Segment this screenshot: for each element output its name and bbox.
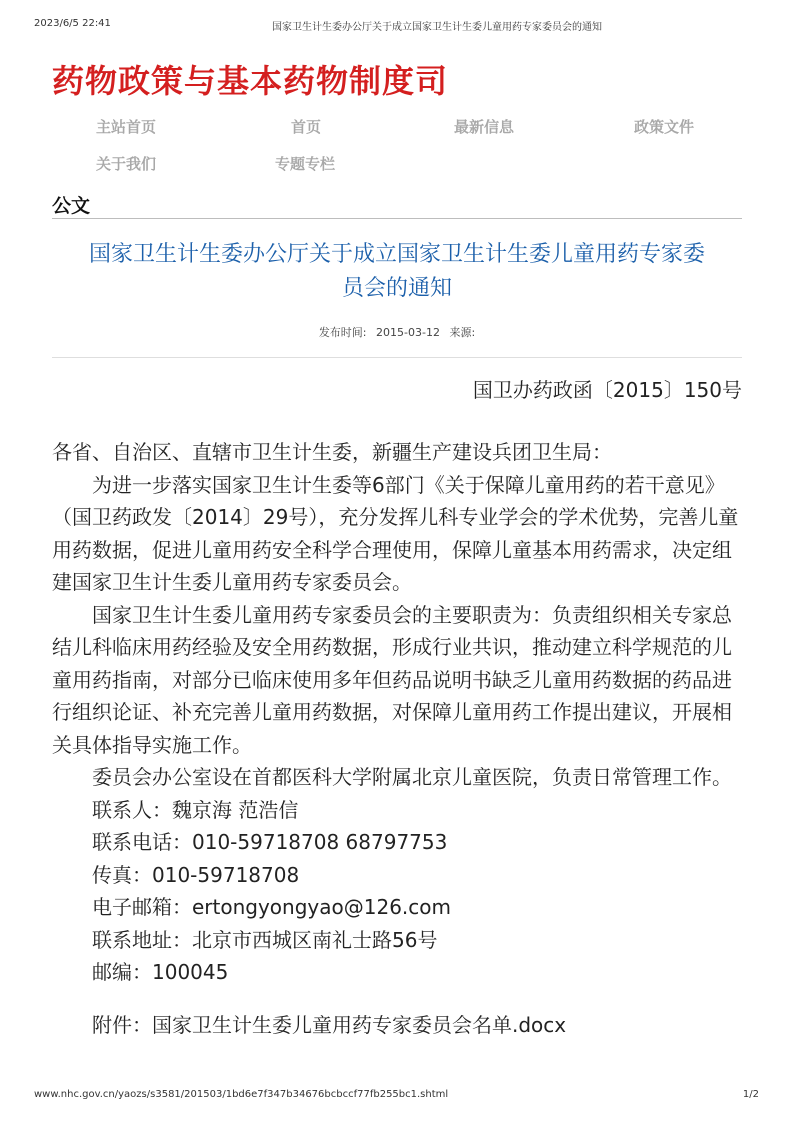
- section-label: 公文: [52, 195, 91, 217]
- print-footer: [34, 1089, 759, 1103]
- body-paragraph: 为进一步落实国家卫生计生委等6部门《关于保障儿童用药的若干意见》（国卫药政发〔2014〕29号），充分发挥儿科专业学会的学术优势，完善儿童用药数据，促进儿童用药安全科学合理使用，保障儿童基本用药需求，决定组建国家卫生计生委儿童用药专家委员会。: [52, 472, 739, 594]
- publish-label: 发布时间:: [318, 326, 367, 339]
- contact-phone: 联系电话：010-59718708 68797753: [92, 830, 448, 854]
- nav-item-home[interactable]: 首页: [291, 118, 322, 136]
- contact-postcode: 邮编：100045: [92, 960, 229, 984]
- article-title: [52, 238, 742, 306]
- document-number: 国卫办药政函〔2015〕150号: [472, 378, 742, 402]
- nav-item-main-home[interactable]: 主站首页: [96, 118, 157, 136]
- contact-email: 电子邮箱：ertongyongyao@126.com: [92, 895, 451, 919]
- publish-date: 2015-03-12: [376, 326, 440, 339]
- section-heading: [52, 191, 742, 219]
- nav-item-about[interactable]: 关于我们: [96, 155, 157, 173]
- print-datetime: 2023/6/5 22:41: [34, 18, 111, 29]
- attachment-link[interactable]: 附件：国家卫生计生委儿童用药专家委员会名单.docx: [92, 1012, 567, 1037]
- nav-item-policy[interactable]: 政策文件: [634, 118, 695, 136]
- article-meta: [52, 324, 742, 340]
- page-url: www.nhc.gov.cn/yaozs/s3581/201503/1bd6e7f347b34676bcbccf77fb255bc1.shtml: [34, 1089, 449, 1100]
- nav-item-latest[interactable]: 最新信息: [454, 118, 515, 136]
- article-title-line2: 员会的通知: [341, 276, 452, 301]
- nav-item-topics[interactable]: 专题专栏: [275, 155, 336, 173]
- site-title: 药物政策与基本药物制度司: [52, 62, 449, 100]
- print-header: [34, 18, 759, 32]
- contact-person: 联系人：魏京海 范浩信: [92, 797, 299, 822]
- source-label: 来源:: [449, 326, 476, 339]
- meta-divider: [52, 357, 742, 358]
- article-body: [52, 436, 742, 1041]
- article-title-line1: 国家卫生计生委办公厅关于成立国家卫生计生委儿童用药专家委: [88, 242, 705, 267]
- body-paragraph: 委员会办公室设在首都医科大学附属北京儿童医院，负责日常管理工作。: [92, 765, 732, 789]
- body-paragraph: 国家卫生计生委儿童用药专家委员会的主要职责为：负责组织相关专家总结儿科临床用药经验及安全用药数据，形成行业共识，推动建立科学规范的儿童用药指南，对部分已临床使用多年但药品说明书缺乏儿童用药数据的药品进行组织论证、补充完善儿童用药数据，对保障儿童用药工作提出建议，开展相关具体指导实施工作。: [52, 602, 732, 757]
- main-nav: [52, 116, 742, 176]
- contact-address: 联系地址：北京市西城区南礼士路56号: [92, 927, 438, 952]
- print-page-title: 国家卫生计生委办公厅关于成立国家卫生计生委儿童用药专家委员会的通知: [272, 22, 602, 33]
- contact-fax: 传真：010-59718708: [92, 862, 300, 887]
- page-number: 1/2: [742, 1089, 759, 1100]
- salutation: 各省、自治区、直辖市卫生计生委，新疆生产建设兵团卫生局：: [52, 440, 612, 464]
